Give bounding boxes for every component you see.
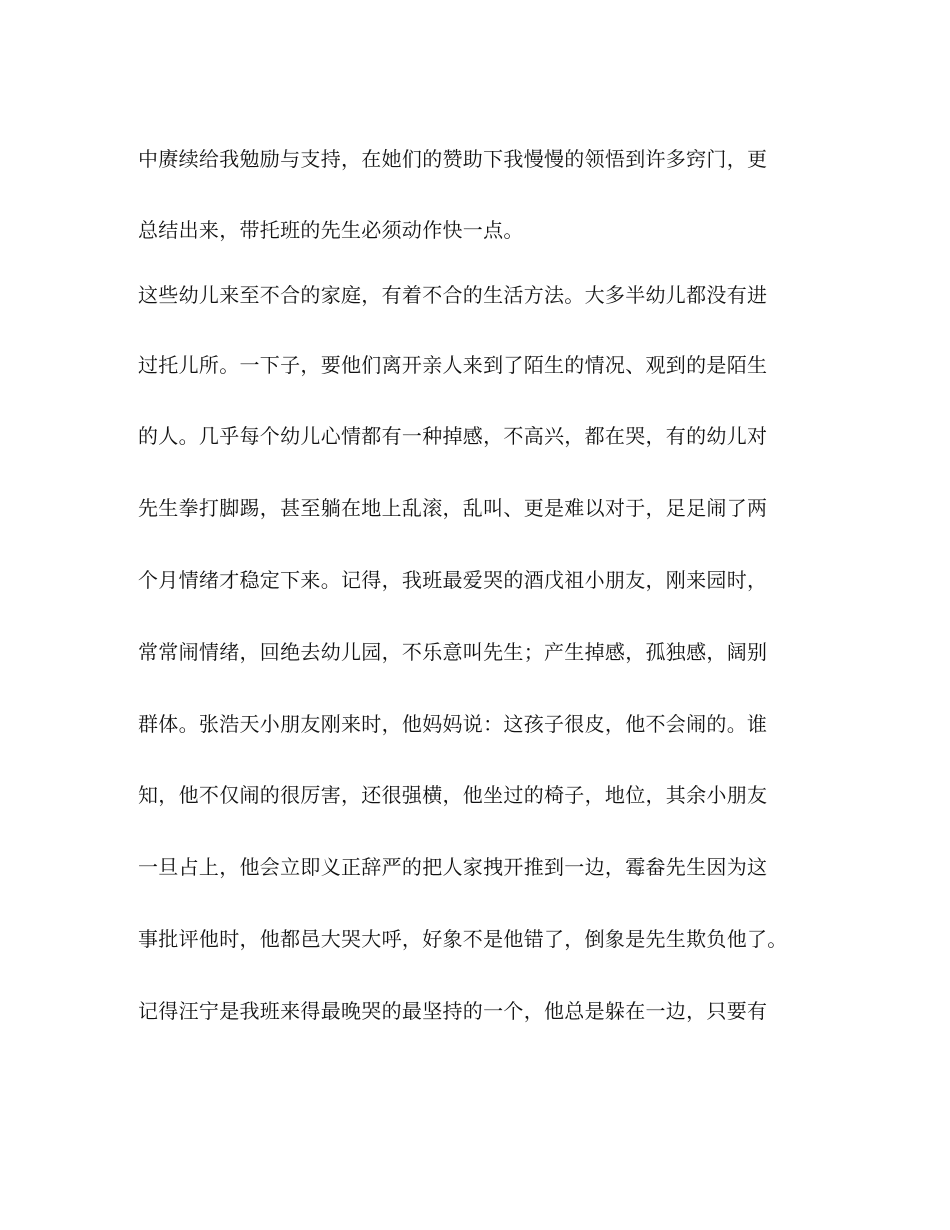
text-line: 的人。几乎每个幼儿心情都有一种掉感，不高兴，都在哭，有的幼儿对: [138, 424, 768, 448]
text-line: 知，他不仅闹的很厉害，还很强横，他坐过的椅子，地位，其余小朋友: [138, 783, 768, 807]
text-line: 常常闹情绪，回绝去幼儿园，不乐意叫先生；产生掉感，孤独感，阔别: [138, 640, 768, 664]
text-line: 过托儿所。一下子，要他们离开亲人来到了陌生的情况、观到的是陌生: [138, 353, 768, 377]
text-line: 这些幼儿来至不合的家庭，有着不合的生活方法。大多半幼儿都没有进: [138, 283, 768, 307]
text-line: 个月情绪才稳定下来。记得，我班最爱哭的酒戊祖小朋友，刚来园时，: [138, 568, 768, 592]
text-line: 记得汪宁是我班来得最晚哭的最坚持的一个，他总是躲在一边，只要有: [138, 999, 768, 1023]
text-line: 群体。张浩天小朋友刚来时，他妈妈说：这孩子很皮，他不会闹的。谁: [138, 712, 768, 736]
text-line: 先生拳打脚踢，甚至躺在地上乱滚，乱叫、更是难以对于，足足闹了两: [138, 496, 768, 520]
text-line: 总结出来，带托班的先生必须动作快一点。: [138, 218, 524, 242]
text-line: 中赓续给我勉励与支持，在她们的赞助下我慢慢的领悟到许多窍门，更: [138, 147, 768, 171]
text-line: 一旦占上，他会立即义正辞严的把人家拽开推到一边，霉畚先生因为这: [138, 855, 768, 879]
text-line: 事批评他时，他都邑大哭大呼，好象不是他错了，倒象是先生欺负他了。: [138, 927, 788, 951]
